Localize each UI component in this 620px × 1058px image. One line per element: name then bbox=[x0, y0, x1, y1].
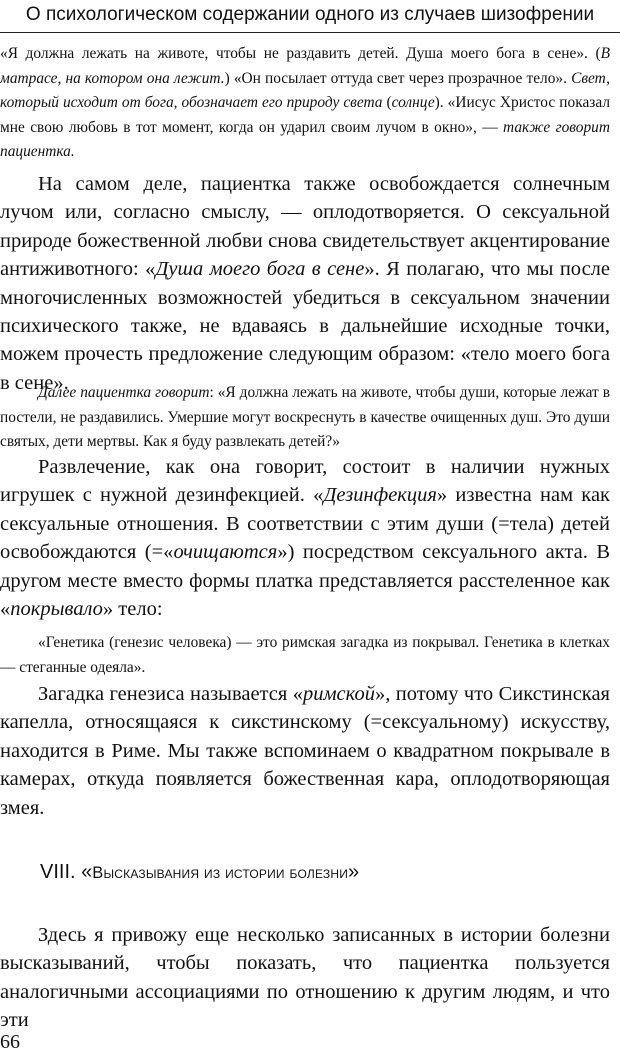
quote-2 bbox=[0, 381, 610, 455]
page-number: 66 bbox=[0, 1031, 20, 1053]
quote-2-italic-intro: Далее пациентка говорит bbox=[38, 384, 210, 401]
paragraph-2-text: » тело: bbox=[102, 598, 163, 621]
paragraph-1-text: ». Я полагаю, что мы после многочисленных возможностей убедиться в сексуальном значении психического также, не вдаваясь в дальнейшие исходные точки, можем прочесть предложение следующим образом: «тело моего бога в сене». bbox=[0, 258, 610, 394]
paragraph-1-italic: Душа моего бога в сене bbox=[155, 258, 365, 281]
quote-1-attribution: также говорит пациентка. bbox=[0, 118, 610, 160]
section-heading-close: » bbox=[348, 861, 360, 883]
quote-1-italic-comment: Свет, который исходит от бога, обозначает его природу света bbox=[0, 69, 610, 111]
section-title: Высказывания из истории болезни bbox=[92, 864, 349, 882]
quote-1 bbox=[0, 42, 610, 165]
section-number: VIII. « bbox=[40, 861, 93, 883]
paragraph-2-italic: Дезинфекция bbox=[323, 484, 437, 507]
quote-1-text: ). «Иисус Христос показал мне свою любовь в тот момент, когда он ударил своим лучом в окно», — bbox=[0, 94, 610, 136]
paragraph-1-text: На самом деле, пациентка также освобождается солнечным лучом или, согласно смыслу, — оплодотворяется. О сексуальной природе божественной любви снова свидетельствует акцентирование антиживотного: « bbox=[0, 173, 610, 281]
quote-2-text: : «Я должна лежать на животе, чтобы души, которые лежат в постели, не раздавились. Умершие могут воскреснуть в качестве очищенных душ. Это души святых, дети мертвы. Как я буду развлекать детей?» bbox=[0, 384, 610, 450]
section-heading bbox=[40, 858, 610, 887]
quote-1-italic-note: В матрасе, на котором она лежит. bbox=[0, 45, 610, 87]
paragraph-2-text: ») посредством сексуального акта. В другом месте вместо формы платка представляется расстеленное как « bbox=[0, 541, 610, 621]
paragraph-2-italic: покрывало bbox=[10, 598, 103, 621]
paragraph-4: Здесь я привожу еще несколько записанных в истории болезни высказываний, чтобы показать, что пациентка пользуется аналогичными ассоциациями по отношению к другим людям, и что эти bbox=[0, 924, 610, 1032]
paragraph-3 bbox=[0, 680, 610, 822]
quote-1-text: «Я должна лежать на животе, чтобы не раздавить детей. Душа моего бога в сене». ( bbox=[0, 45, 601, 62]
paragraph-3-text: », потому что Сикстинская капелла, относящаяся к сикстинскому (=сексуальному) искусству, находится в Риме. Мы также вспоминаем о квадратном покрывале в камерах, откуда появляется божественная кара, оплодотворяющая змея. bbox=[0, 683, 610, 819]
paragraph-2-text: » известна нам как сексуальные отношения. В соответствии с этим души (=тела) детей освобождаются (=« bbox=[0, 484, 610, 564]
quote-1-italic-word: солнце bbox=[391, 94, 435, 111]
quote-1-text: ) «Он посылает оттуда свет через прозрачное тело». bbox=[224, 69, 572, 87]
paragraph-2-text: Развлечение, как она говорит, состоит в наличии нужных игрушек с нужной дезинфекцией. « bbox=[0, 456, 610, 507]
paragraph-3-italic: римской bbox=[302, 683, 375, 705]
paragraph-2-italic: очищаются bbox=[173, 541, 278, 564]
paragraph-3-text: Загадка генезиса называется « bbox=[38, 683, 303, 705]
paragraph-2 bbox=[0, 453, 610, 623]
quote-3: «Генетика (генезис человека) — это римская загадка из покрывал. Генетика в клетках — стеганные одеяла». bbox=[0, 634, 610, 676]
quote-1-text: ( bbox=[382, 94, 392, 111]
running-head: О психологическом содержании одного из случаев шизофрении bbox=[0, 2, 620, 33]
paragraph-1 bbox=[0, 170, 610, 397]
